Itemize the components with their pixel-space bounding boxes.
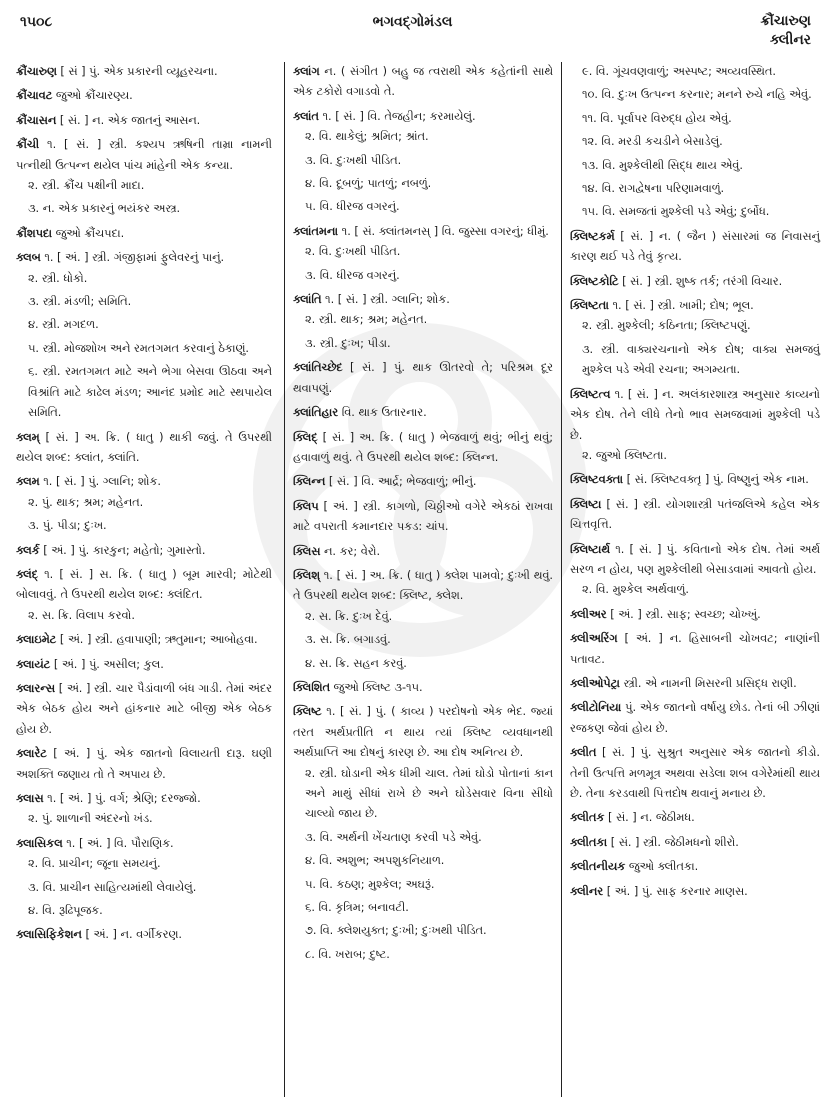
definition-text: [ સં. ] અ. ક્રિ. ( ધાતુ ) ભેજવાળું થવું; ભીનું થવું; હવાવાળું થવું. તે ઉપરથી થયેલ શબ્દ: ક્લિન્ન. [293, 430, 553, 464]
definition-text: [ સં. ] પું. સુશ્રુત અનુસાર એક જાતનો કીડો. તેની ઉત્પત્તિ મળમૂત્ર અથવા સડેલા શબ વગેરેમાંથી થાય છે. તેના કરડવાથી પિત્તદોષ થવાનું મનાય છે. [570, 746, 820, 800]
headword: ક્લિષ્ટત્વ [570, 387, 611, 401]
definition-text: પું. એક જાતનો વર્ષાયુ છોડ. તેનાં બી ઝીણાં રજકણ જેવાં હોય છે. [570, 701, 820, 735]
headword: ક્લબ [16, 251, 41, 265]
sense-line: ૩. સ્ત્રી. દુઃખ; પીડા. [305, 336, 391, 350]
sense-line: ૫. વિ. કઠણ; મુશ્કેલ; અઘરૂં. [305, 877, 435, 891]
definition-text: ૧. [ અં. ] સ્ત્રી. ગંજીફામાં ફુલેવરનું પાનું. [40, 251, 225, 265]
dictionary-entry [293, 472, 553, 492]
running-title: ભગવદ્ગોમંડલ [372, 14, 453, 30]
sense-line: ૨. વિ. પ્રાચીન; જૂના સમયનું. [28, 857, 161, 871]
headword: ક્લિષ્ટતા [570, 299, 609, 313]
definition-text: ૧. [ સં. ] પું. કવિતાનો એક દોષ. તેમાં અર્થ સરળ ન હોય, પણ મુશ્કેલીથી બેસાડવામાં આવતો હોય. [570, 542, 820, 576]
dictionary-entry [293, 358, 553, 399]
headword: ક્લિષ્ટા [570, 497, 602, 511]
sense-line: ૯. વિ. ગૂંચવણવાળું; અસ્પષ્ટ; અવ્યવસ્થિત. [582, 65, 776, 78]
entry-definition-line [293, 428, 553, 469]
dictionary-entry [293, 678, 553, 698]
headword: ક્રૌંચારુણ [16, 65, 57, 78]
entry-definition-line [293, 290, 553, 310]
headword: ક્લમ્ [16, 430, 40, 444]
sense-line: ૨. જુઓ ક્લિષ્ટતા. [582, 448, 667, 462]
definition-text: જુઓ ક્લીતકા. [625, 860, 699, 874]
sense-line: ૩. વિ. ધીરજ વગરનું. [305, 268, 400, 282]
headword: ક્લાંત [293, 109, 319, 123]
entry-definition-line [570, 296, 820, 316]
headword: ક્લીઓપેટ્રા [570, 676, 620, 690]
dictionary-entry [293, 62, 553, 103]
dictionary-entry [293, 566, 553, 674]
headword: ક્લિદ્ [293, 430, 318, 444]
headword: ક્લિષ્ટકર્મ [570, 229, 615, 243]
definition-text: [ અં. ] પું. એક જાતનો વિલાયતી દારૂ. ઘણી અશક્તિ જણાય તો તે અપાય છે. [16, 747, 272, 781]
dictionary-entry [293, 542, 553, 562]
entry-definition-line [16, 86, 272, 106]
definition-text: ન. ( સંગીત ) બહુ જ ત્વરાથી એક કહેતાંની સાથે એક ટકોરો વગાડવો તે. [293, 65, 553, 99]
definition-text: [ અં. ] ન. વર્ગીકરણ. [81, 928, 182, 942]
sense-line: ૨. સ્ત્રી. થાક; શ્રમ; મહેનત. [305, 313, 428, 327]
sense-line: ૧૨. વિ. મરડી કચડીને બેસાડેલું. [582, 135, 723, 149]
column-middle [284, 62, 562, 1097]
sense-line: ૩. વિ. અર્થની ખેંચતાણ કરવી પડે એવું. [305, 830, 482, 844]
sense-line: ૩. સ્ત્રી. મંડળી; સમિતિ. [28, 295, 132, 309]
sense-line: ૩. ન. એક પ્રકારનું ભયંકર અસ્ત્ર. [28, 202, 181, 216]
headword: ક્લાંતમના [293, 224, 339, 238]
dictionary-entry [293, 428, 553, 469]
entry-definition-line [570, 605, 820, 625]
definition-text: ૧. [ સં. ] સ. ક્રિ. ( ધાતુ ) બૂમ મારવી; મોટેથી બોલાવવું. તે ઉપરથી થયેલ શબ્દ: ક્લંદિત. [16, 567, 272, 602]
sense-line: ૩. સ્ત્રી. વાક્યરચનાનો એક દોષ; વાક્ય સમજવું મુશ્કેલ પડે એવી રચના; અગમ્યતા. [582, 342, 820, 377]
dictionary-entry [570, 605, 820, 625]
headword: ક્લીતકા [570, 835, 608, 849]
page-header [0, 0, 825, 60]
definition-text: ૧. [ સં. ] પું. ગ્લાનિ; શોક. [39, 475, 161, 489]
dictionary-entry [16, 834, 272, 922]
headword: ક્લાસિફિકેશન [16, 928, 82, 942]
definition-text: [ અં. ] સ્ત્રી. ચાર પૈડાંવાળી બંધ ગાડી. તેમાં અંદર એક બેઠક હોય અને હાંકનાર માટે બીજી એક બેઠક હોય છે. [16, 681, 272, 736]
entry-definition-line [16, 679, 272, 740]
dictionary-entry [570, 272, 820, 292]
sense-line: ૭. વિ. ક્લેશયુક્ત; દુઃખી; દુઃખથી પીડિત. [305, 924, 487, 938]
definition-text: [ સં. ] અ. ક્રિ. ( ધાતુ ) થાકી જવું. તે ઉપરથી થયેલ શબ્દ: ક્લાંત, ક્લાંતિ. [16, 430, 272, 464]
sense-line: ૨. સ્ત્રી. મુશ્કેલી; કઠિનતા; ક્લિષ્ટપણું. [582, 319, 751, 333]
headword: ક્લાસિકલ [16, 836, 63, 850]
entry-definition-line [570, 272, 820, 292]
dictionary-entry [16, 472, 272, 536]
definition-text: ૧. [ સં. ] પું. ( કાવ્ય ) પરદોષનો એક ભેદ. જ્યાં તરત અર્થપ્રતીતિ ન થાય ત્યાં ક્લિષ્ટ વ્યવધાનથી અર્થપ્રાપ્તિ આ દોષનું કારણ છે. આ દોષ અનિત્ય છે. [293, 705, 553, 760]
dictionary-entry [16, 248, 272, 423]
dictionary-entry [570, 857, 820, 877]
headword: ક્લાંગ [293, 65, 320, 78]
dictionary-entry [16, 630, 272, 650]
sense-line: ૫. વિ. ધીરજ વગરનું. [305, 200, 400, 214]
definition-text: [ સં. ] ન. એક જાતનું આસન. [56, 113, 201, 127]
headword: ક્લિષ્ટ [293, 705, 322, 719]
entry-definition-line [293, 472, 553, 492]
dictionary-entry [16, 62, 272, 82]
headword: ક્લિપ [293, 499, 319, 513]
entry-definition-line [293, 497, 553, 538]
entry-definition-line [570, 698, 820, 739]
dictionary-columns [16, 62, 820, 1097]
headword: ક્લિષ્ટવક્તા [570, 473, 624, 487]
dictionary-entry [570, 385, 820, 467]
definition-text: ૧. [ સં. ક્લાંતમનસ્ ] વિ. જુસ્સા વગરનું; ધીમું. [338, 224, 549, 238]
entry-definition-line [16, 62, 272, 82]
dictionary-entry [16, 86, 272, 106]
definition-text: [ સં. ક્લિષ્ટવક્તૃ ] પું. વિષ્ણુનું એક નામ. [623, 473, 809, 487]
sense-line: ૨. સ્ત્રી. ઘોડાની એક ધીમી ચાલ. તેમાં ઘોડો પોતાનાં કાન અને માથું સીધાં રાખે છે અને ઘોડેસવાર વિના સીધો ચાલ્યો જાય છે. [305, 766, 553, 821]
entry-definition-line [570, 833, 820, 853]
headword: ક્લિષ્ટકોટિ [570, 274, 619, 288]
headword: ક્લીઅર [570, 607, 607, 621]
entry-definition-line [16, 565, 272, 606]
headword: ક્લમ [16, 475, 40, 489]
entry-definition-line [16, 472, 272, 492]
sense-line: ૧૫. વિ. સમજતાં મુશ્કેલી પડે એવું; દુર્બોધ. [582, 205, 770, 219]
sense-line: ૧૪. વિ. રાગદ્વેષના પરિણામવાળું. [582, 182, 725, 196]
headword: ક્લિસ [293, 544, 321, 558]
sense-line: ૪. વિ. રૂઢિપૂજક. [28, 904, 103, 918]
definition-text: જુઓ ક્રૌંચપદા. [52, 226, 125, 240]
definition-text: [ સં. ] સ્ત્રી. શુષ્ક તર્ક; તરંગી વિચાર. [618, 274, 783, 288]
column-right [570, 62, 820, 1097]
definition-text: [ સં. ] ન. જેઠીમધ. [604, 811, 695, 825]
sense-line: ૩. વિ. દુઃખથી પીડિત. [305, 153, 402, 167]
entry-definition-line [293, 222, 553, 242]
dictionary-entry [570, 833, 820, 853]
dictionary-entry [16, 655, 272, 675]
entry-definition-line [570, 385, 820, 446]
dictionary-entry [570, 674, 820, 694]
definition-text: [ અં. ] ન. હિસાબની ચોખવટ; નાણાંની પતાવટ. [570, 632, 820, 666]
headword: ક્લીત [570, 746, 597, 760]
entry-definition-line [570, 470, 820, 490]
definition-text: [ અં. ] પું. સાફ કરનાર માણસ. [603, 884, 748, 898]
dictionary-entry [293, 107, 553, 218]
sense-line: ૨. સ્ત્રી. ધોકો. [28, 271, 88, 285]
entry-definition-line [16, 248, 272, 268]
sense-line: ૨. પું. શાળાની અંદરનો ખંડ. [28, 812, 153, 826]
sense-line: ૨. સ્ત્રી. ક્રૌંચ પક્ષીની માદા. [28, 179, 145, 193]
dictionary-entry [16, 565, 272, 626]
dictionary-entry [570, 743, 820, 804]
headword: ક્લીટોનિયા [570, 701, 622, 715]
sense-line: ૪. સ્ત્રી. મગદળ. [28, 318, 99, 332]
entry-definition-line [293, 566, 553, 607]
entry-definition-line [16, 135, 272, 176]
dictionary-entry [16, 925, 272, 945]
definition-text: [ સં. ] સ્ત્રી. યોગશાસ્ત્રી પતંજલિએ કહેલ એક ચિત્તવૃત્તિ. [570, 497, 820, 532]
sense-line: ૧૧. વિ. પૂર્વાપર વિરુદ્ધ હોય એવું. [582, 111, 732, 125]
headword: ક્લારન્સ [16, 681, 56, 695]
guide-word-first: ક્રૌંચારુણ [760, 13, 811, 29]
entry-definition-line [16, 111, 272, 131]
sense-line: ૧૩. વિ. મુશ્કેલીથી સિદ્ધ થાય એવું. [582, 158, 743, 172]
headword: ક્લારેટ [16, 747, 47, 761]
dictionary-entry [570, 540, 820, 601]
sense-line: ૩. સ. ક્રિ. બગાડવું. [305, 633, 391, 647]
entry-definition-line [570, 674, 820, 694]
definition-text: [ સં. ] સ્ત્રી. જેઠીમધનો શીરો. [607, 835, 739, 849]
sense-line: ૫. સ્ત્રી. મોજશોખ અને રમતગમત કરવાનું ઠેકાણું. [28, 341, 249, 355]
dictionary-entry [16, 679, 272, 740]
headword: ક્લીતનીયક [570, 860, 626, 874]
dictionary-entry [293, 222, 553, 286]
dictionary-entry [570, 808, 820, 828]
definition-text: ૧. [ સં. ] સ્ત્રી. ખામી; દોષ; ભૂલ. [608, 299, 754, 313]
entry-definition-line [293, 702, 553, 763]
sense-line: ૨. પું. થાક; શ્રમ; મહેનત. [28, 495, 144, 509]
sense-line: ૬. વિ. કૃત્રિમ; બનાવટી. [305, 901, 409, 915]
entry-definition-line [16, 541, 272, 561]
headword: ક્રૌંચાસન [16, 113, 57, 127]
definition-text: [ સં. ] ન. ( જૈન ) સંસારમાં જ નિવાસનું કારણ થઈ પડે તેવું કૃત્ય. [570, 229, 820, 264]
entry-definition-line [293, 678, 553, 698]
entry-definition-line [570, 495, 820, 536]
dictionary-entry [16, 135, 272, 220]
sense-line: ૪. વિ. દૂબળું; પાતળું; નબળું. [305, 177, 432, 191]
page-number: ૧૫૦૮ [20, 14, 53, 30]
headword: ક્લીઅરિંગ [570, 632, 618, 646]
dictionary-entry [570, 296, 820, 381]
definition-text: [ સં. ] વિ. આર્દ્ર; ભેજવાળું; ભીનું. [325, 475, 477, 489]
entry-definition-line [570, 227, 820, 268]
definition-text: [ અં. ] સ્ત્રી. સાફ; સ્વચ્છ; ચોખ્ખું. [606, 607, 761, 621]
dictionary-entry [293, 702, 553, 965]
definition-text: જુઓ ક્રૌંચારણ્ય. [52, 89, 133, 103]
definition-text: ૧. [ અં. ] પું. વર્ગ; શ્રેણિ; દરજ્જો. [43, 792, 201, 805]
sense-line: ૨. સ. ક્રિ. વિલાપ કરવો. [28, 608, 135, 622]
headword: ક્લંદ્ [16, 567, 38, 581]
sense-line: ૪. સ. ક્રિ. સહન કરવું. [305, 656, 407, 670]
definition-text: ન. કર; વેરો. [320, 544, 381, 558]
sense-line: ૮. વિ. ખરાબ; દુષ્ટ. [305, 947, 390, 961]
sense-line: ૩. પું. પીડા; દુઃખ. [28, 519, 107, 533]
definition-text: સ્ત્રી. એ નામની મિસરની પ્રસિદ્ધ રાણી. [619, 676, 797, 690]
dictionary-entry [570, 227, 820, 268]
headword: ક્રૌંચી [16, 138, 40, 152]
headword: ક્લિશિત [293, 680, 330, 694]
entry-definition-line [16, 789, 272, 809]
entry-definition-line [16, 744, 272, 785]
definition-text: ૧. [ સં. ] સ્ત્રી. ગ્લાનિ; શોક. [321, 293, 450, 307]
entry-definition-line [570, 540, 820, 581]
dictionary-entry [570, 629, 820, 670]
headword: ક્લિષ્ટાર્થ [570, 542, 611, 556]
definition-text: [ સં ] પું. એક પ્રકારની વ્યૂહરચના. [56, 65, 218, 78]
definition-text: ૧. [ અં. ] વિ. પૌરાણિક. [62, 836, 174, 850]
headword: ક્લાઇમેટ [16, 633, 57, 647]
headword: ક્લર્ક [16, 543, 40, 557]
dictionary-entry [570, 62, 820, 223]
dictionary-entry [16, 789, 272, 830]
guide-word-last: ક્લીનર [769, 32, 811, 48]
entry-definition-line [570, 857, 820, 877]
entry-definition-line [16, 655, 272, 675]
definition-text: ૧. [ સં. ] વિ. તેજહીન; કરમાયેલું. [318, 109, 476, 123]
entry-definition-line [16, 834, 272, 854]
definition-text: [ સં. ] પું. થાક ઊતરવો તે; પરિશ્રમ દૂર થવાપણું. [293, 361, 553, 395]
entry-definition-line [570, 808, 820, 828]
entry-definition-line [570, 882, 820, 902]
entry-definition-line [570, 629, 820, 670]
headword: ક્લીનર [570, 884, 604, 898]
definition-text: [ અં. ] સ્ત્રી. હવાપાણી; ઋતુમાન; આબોહવા. [56, 633, 258, 647]
sense-line: ૬. સ્ત્રી. રમતગમત માટે અને ભેગા બેસવા ઊઠવા અને વિશ્રાંતિ માટે કાઢેલ મંડળ; આનંદ પ્રમોદ માટે સ્થપાયેલ સમિતિ. [28, 365, 272, 420]
headword: ક્લિશ્ [293, 568, 320, 582]
definition-text: ૧. [ સં. ] સ્ત્રી. કશ્યપ ઋષિની તામ્રા નામની પત્નીથી ઉત્પન્ન થયેલ પાંચ માંહેની એક કન્યા. [16, 138, 272, 172]
entry-definition-line [293, 403, 553, 423]
definition-text: [ અં. ] પું. અસીલ; કુલ. [50, 657, 164, 671]
sense-line: ૩. વિ. પ્રાચીન સાહિત્યમાંથી લેવાયેલું. [28, 880, 197, 894]
entry-definition-line [293, 62, 553, 103]
headword: ક્રૌંશપદા [16, 226, 53, 240]
headword: ક્લાયંટ [16, 657, 51, 671]
sense-line: ૪. વિ. અશુભ; અપશુકનિયાળ. [305, 854, 445, 868]
sense-line: ૧૦. વિ. દુઃખ ઉત્પન્ન કરનાર; મનને રુચે નહિ એવું. [582, 88, 812, 102]
entry-definition-line [16, 428, 272, 469]
headword: ક્લાંતિચ્છેદ [293, 361, 343, 375]
guide-words [760, 12, 811, 50]
definition-text: [ અં. ] સ્ત્રી. કાગળો, ચિઠ્ઠીઓ વગેરે એકઠાં રાખવા માટે વપરાતી કમાનદાર પકડ: ચાંપ. [293, 499, 553, 534]
dictionary-entry [570, 495, 820, 536]
headword: ક્લાંતિહાર [293, 406, 339, 420]
dictionary-entry [570, 882, 820, 902]
entry-definition-line [293, 358, 553, 399]
definition-text: વિ. થાક ઉતારનાર. [338, 406, 427, 420]
dictionary-entry [16, 541, 272, 561]
entry-definition-line [570, 743, 820, 804]
headword: ક્રૌંચાવટ [16, 89, 53, 103]
dictionary-entry [570, 698, 820, 739]
headword: ક્લાસ [16, 792, 44, 805]
entry-definition-line [16, 630, 272, 650]
dictionary-entry [16, 428, 272, 469]
sense-line: ૨. વિ. મુશ્કેલ અર્થવાળું. [582, 583, 689, 597]
headword: ક્લાંતિ [293, 293, 322, 307]
entry-definition-line [293, 542, 553, 562]
sense-line: ૨. વિ. થાકેલું; શ્રમિત; શ્રાંત. [305, 130, 429, 144]
dictionary-entry [293, 497, 553, 538]
definition-text: [ અં. ] પું. કારકુન; મહેતો; ગુમાસ્તો. [39, 543, 206, 557]
definition-text: જુઓ ક્લિષ્ટ ૩-૧૫. [329, 680, 423, 694]
entry-definition-line [293, 107, 553, 127]
entry-definition-line [16, 224, 272, 244]
dictionary-entry [293, 403, 553, 423]
dictionary-entry [293, 290, 553, 354]
sense-line: ૨. વિ. દુઃખથી પીડિત. [305, 245, 401, 259]
sense-line: ૨. સ. ક્રિ. દુઃખ દેવું. [305, 609, 393, 623]
definition-text: ૧. [ સં. ] અ. ક્રિ. ( ધાતુ ) ક્લેશ પામવો; દુઃખી થવું. તે ઉપરથી થયેલ શબ્દ: ક્લિષ્ટ, ક્લેશ. [293, 568, 553, 603]
headword: ક્લિન્ન [293, 475, 326, 489]
column-left [16, 62, 272, 1097]
definition-text: ૧. [ સં. ] ન. અલંકારશાસ્ત્ર અનુસાર કાવ્યનો એક દોષ. તેને લીધે તેનો ભાવ સમજવામાં મુશ્કેલી પડે છે. [570, 387, 820, 442]
dictionary-entry [570, 470, 820, 490]
dictionary-entry [16, 744, 272, 785]
entry-definition-line [16, 925, 272, 945]
dictionary-entry [16, 111, 272, 131]
headword: ક્લીતક [570, 811, 605, 825]
dictionary-entry [16, 224, 272, 244]
